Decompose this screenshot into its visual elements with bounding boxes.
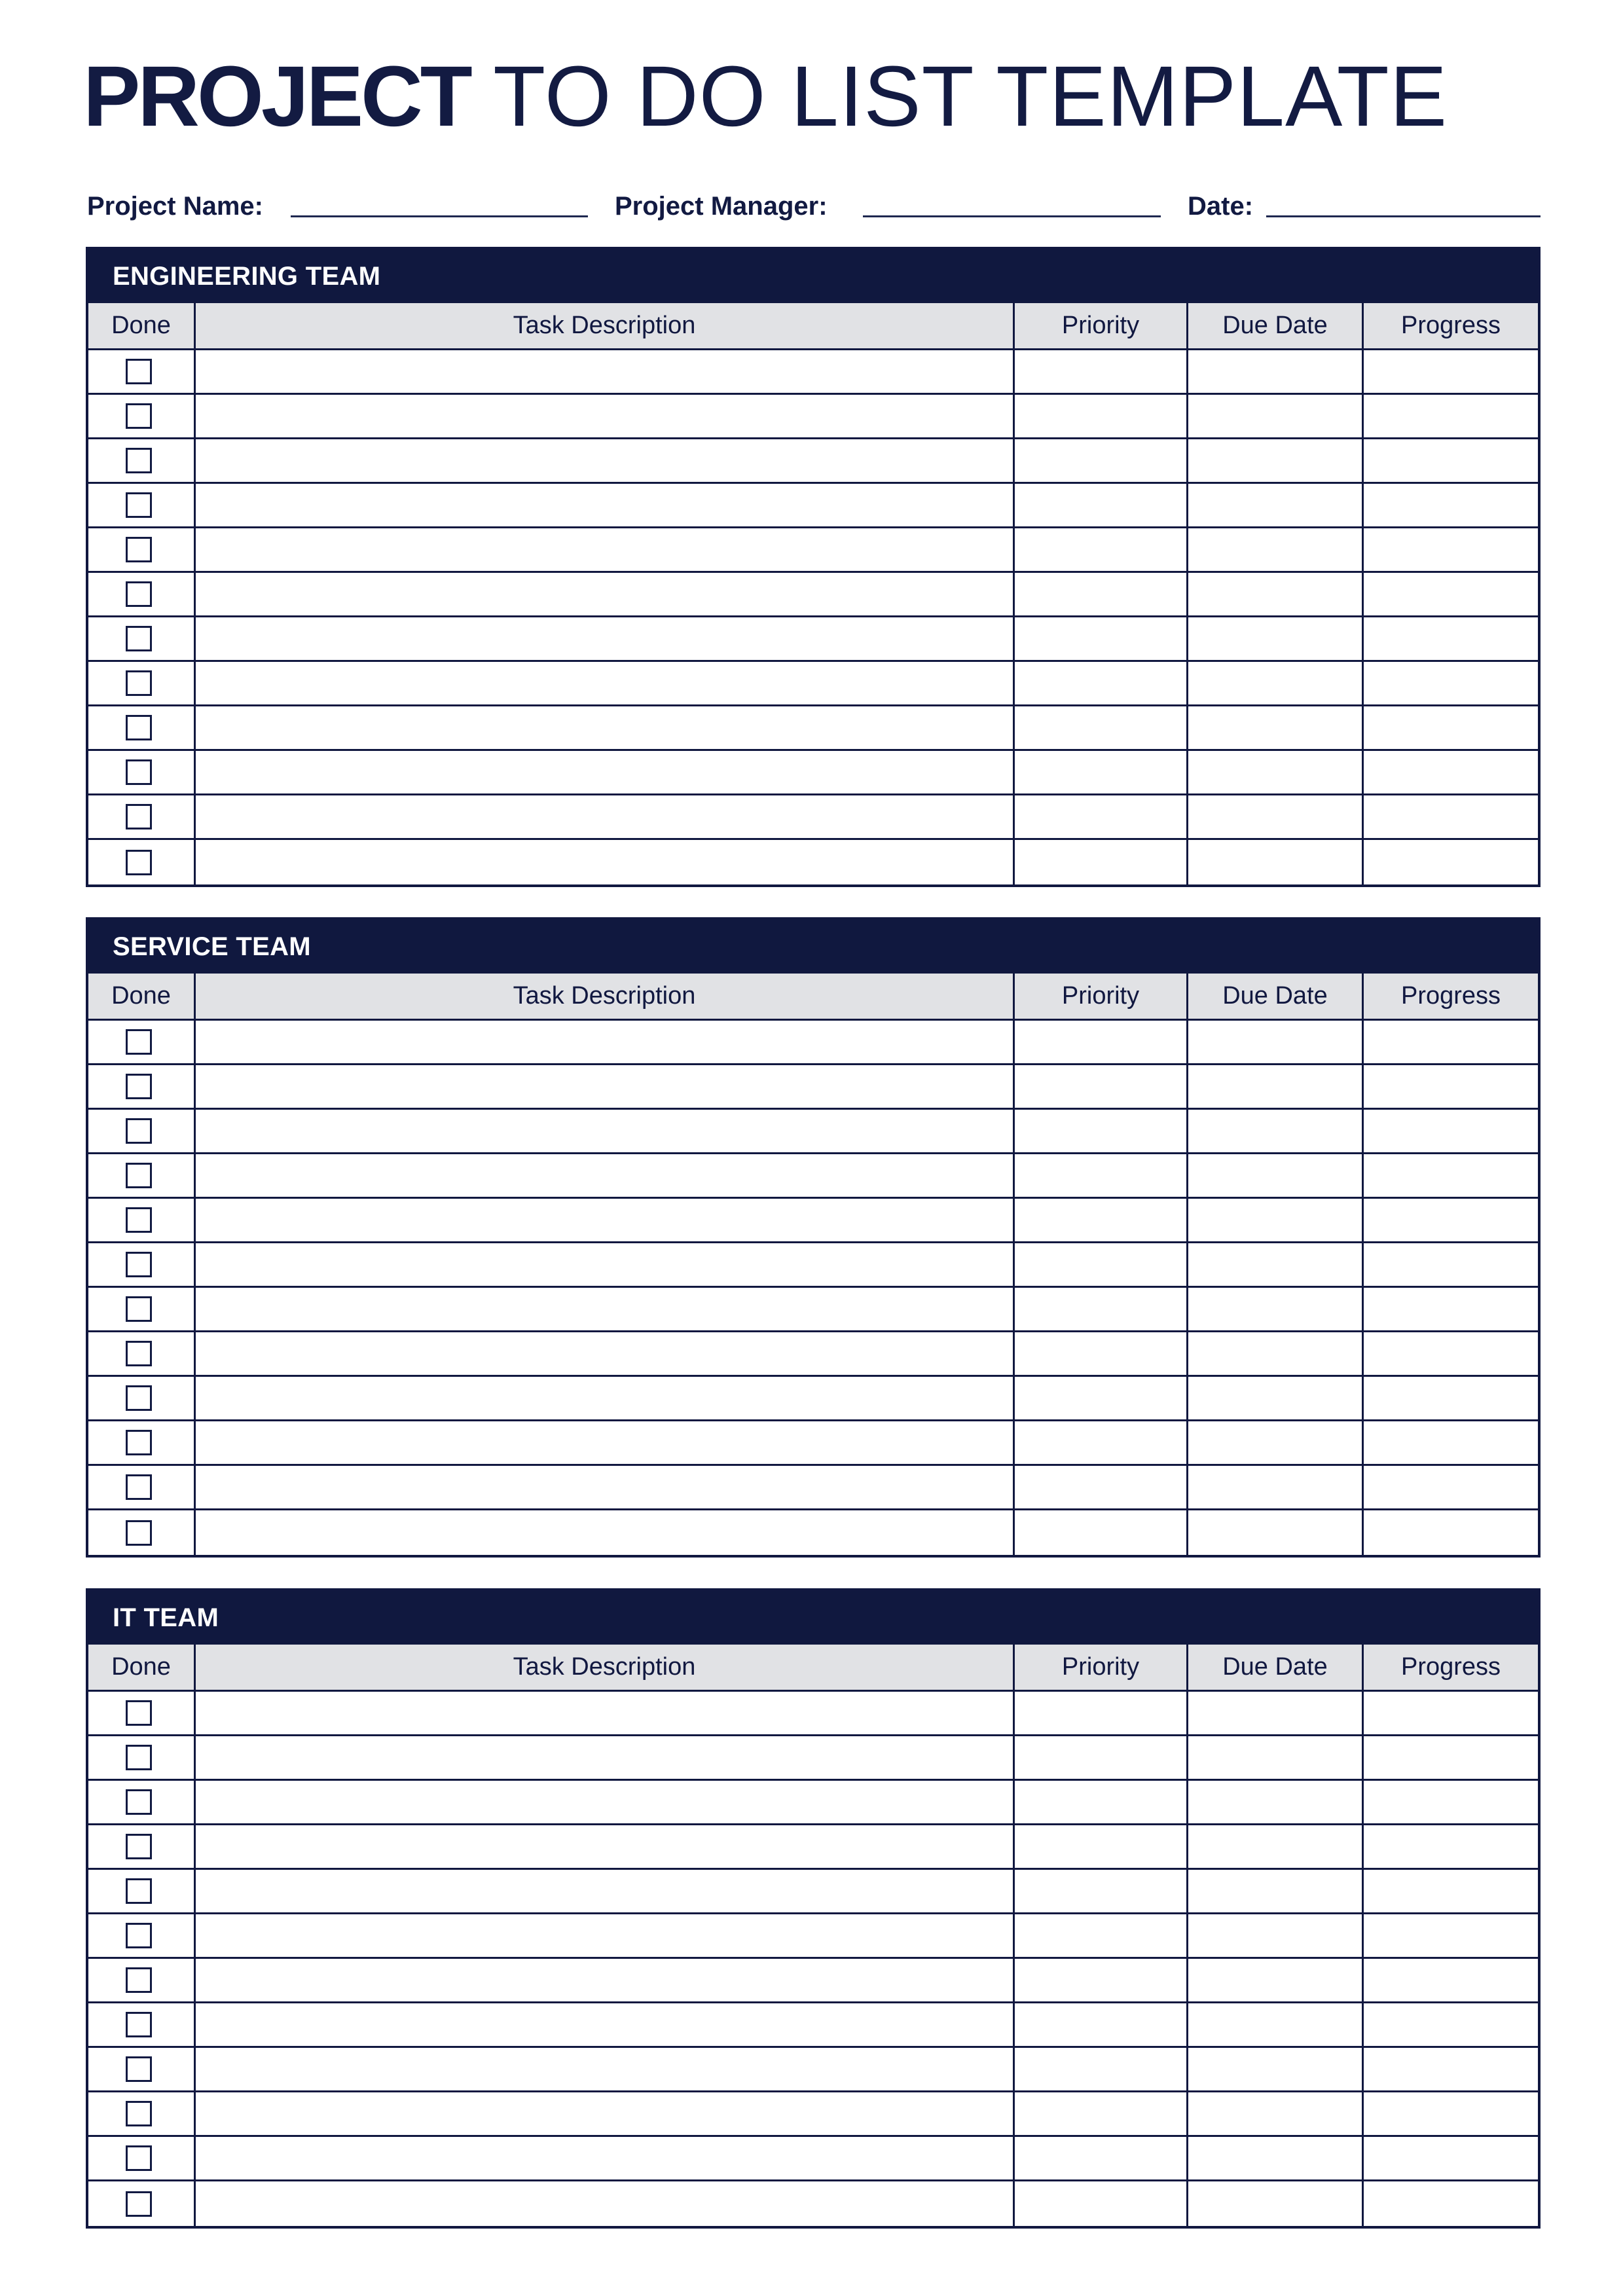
done-checkbox[interactable] bbox=[126, 804, 152, 829]
column-header-progress: Progress bbox=[1400, 982, 1501, 1010]
page-title-bold: PROJECT bbox=[83, 48, 470, 144]
column-header-due-date: Due Date bbox=[1188, 1645, 1364, 1690]
done-checkbox[interactable] bbox=[126, 1700, 152, 1726]
project-info-fields bbox=[0, 0, 1623, 236]
progress-cell[interactable] bbox=[1364, 1154, 1538, 1197]
done-checkbox[interactable] bbox=[126, 850, 152, 875]
done-cell bbox=[88, 528, 196, 571]
table-row bbox=[88, 2048, 1538, 2092]
priority-cell[interactable] bbox=[1015, 617, 1188, 660]
table-row bbox=[88, 662, 1538, 706]
task-description-cell[interactable] bbox=[196, 1332, 1015, 1375]
progress-cell[interactable] bbox=[1364, 2003, 1538, 2046]
task-description-cell[interactable] bbox=[196, 1825, 1015, 1868]
priority-cell[interactable] bbox=[1015, 484, 1188, 526]
priority-cell[interactable] bbox=[1015, 395, 1188, 437]
done-checkbox[interactable] bbox=[126, 1878, 152, 1904]
progress-cell[interactable] bbox=[1364, 1959, 1538, 2001]
done-cell bbox=[88, 1243, 196, 1286]
task-description-cell[interactable] bbox=[196, 1110, 1015, 1152]
column-header-priority: Priority bbox=[1015, 974, 1188, 1019]
table-row bbox=[88, 395, 1538, 439]
priority-cell[interactable] bbox=[1015, 1021, 1188, 1063]
priority-cell[interactable] bbox=[1015, 1692, 1188, 1734]
done-checkbox[interactable] bbox=[126, 581, 152, 607]
done-checkbox[interactable] bbox=[126, 1296, 152, 1322]
column-header-due-date: Due Date bbox=[1188, 974, 1364, 1019]
priority-cell[interactable] bbox=[1015, 2137, 1188, 2179]
task-description-cell[interactable] bbox=[196, 1781, 1015, 1823]
table-row bbox=[88, 1692, 1538, 1736]
due-date-cell[interactable] bbox=[1188, 439, 1364, 482]
table-row bbox=[88, 617, 1538, 662]
task-description-cell[interactable] bbox=[196, 1736, 1015, 1779]
task-description-cell[interactable] bbox=[196, 1421, 1015, 1464]
task-description-cell[interactable] bbox=[196, 573, 1015, 615]
due-date-cell[interactable] bbox=[1188, 1510, 1364, 1555]
done-checkbox[interactable] bbox=[126, 1029, 152, 1055]
priority-cell[interactable] bbox=[1015, 1065, 1188, 1108]
done-cell bbox=[88, 2003, 196, 2046]
priority-cell[interactable] bbox=[1015, 1421, 1188, 1464]
task-description-cell[interactable] bbox=[196, 2092, 1015, 2135]
table-row bbox=[88, 751, 1538, 795]
due-date-cell[interactable] bbox=[1188, 2181, 1364, 2226]
page-title-light: TO DO LIST TEMPLATE bbox=[493, 48, 1448, 144]
priority-cell[interactable] bbox=[1015, 751, 1188, 793]
column-header-done: Done bbox=[88, 303, 196, 348]
done-cell bbox=[88, 1332, 196, 1375]
due-date-cell[interactable] bbox=[1188, 484, 1364, 526]
task-description-cell[interactable] bbox=[196, 2181, 1015, 2226]
done-cell bbox=[88, 1421, 196, 1464]
progress-cell[interactable] bbox=[1364, 528, 1538, 571]
done-cell bbox=[88, 1199, 196, 1241]
project-manager-input[interactable] bbox=[863, 215, 1161, 217]
due-date-cell[interactable] bbox=[1188, 1243, 1364, 1286]
progress-cell[interactable] bbox=[1364, 1736, 1538, 1779]
column-header-done: Done bbox=[88, 1645, 196, 1690]
table-row bbox=[88, 1065, 1538, 1110]
table-row bbox=[88, 795, 1538, 840]
table-row bbox=[88, 573, 1538, 617]
done-cell bbox=[88, 439, 196, 482]
progress-cell[interactable] bbox=[1364, 1781, 1538, 1823]
table-row bbox=[88, 1154, 1538, 1199]
done-cell bbox=[88, 662, 196, 704]
project-manager-label: Project Manager: bbox=[615, 192, 828, 221]
table-row bbox=[88, 528, 1538, 573]
due-date-cell[interactable] bbox=[1188, 1332, 1364, 1375]
priority-cell[interactable] bbox=[1015, 1110, 1188, 1152]
progress-cell[interactable] bbox=[1364, 751, 1538, 793]
task-description-cell[interactable] bbox=[196, 1377, 1015, 1419]
column-header-task-description: Task Description bbox=[196, 974, 1015, 1019]
due-date-cell[interactable] bbox=[1188, 1288, 1364, 1330]
done-cell bbox=[88, 573, 196, 615]
progress-cell[interactable] bbox=[1364, 2048, 1538, 2090]
done-cell bbox=[88, 617, 196, 660]
priority-cell[interactable] bbox=[1015, 795, 1188, 838]
task-description-cell[interactable] bbox=[196, 795, 1015, 838]
due-date-cell[interactable] bbox=[1188, 1199, 1364, 1241]
due-date-cell[interactable] bbox=[1188, 1021, 1364, 1063]
due-date-cell[interactable] bbox=[1188, 350, 1364, 393]
task-description-cell[interactable] bbox=[196, 1466, 1015, 1508]
table-row bbox=[88, 2003, 1538, 2048]
done-cell bbox=[88, 1825, 196, 1868]
progress-cell[interactable] bbox=[1364, 1110, 1538, 1152]
team-table-service-team bbox=[86, 917, 1541, 1558]
table-row bbox=[88, 840, 1538, 884]
table-row bbox=[88, 706, 1538, 751]
column-header-task-description: Task Description bbox=[196, 1645, 1015, 1690]
table-row bbox=[88, 1288, 1538, 1332]
done-cell bbox=[88, 350, 196, 393]
progress-cell[interactable] bbox=[1364, 1692, 1538, 1734]
due-date-cell[interactable] bbox=[1188, 1781, 1364, 1823]
table-row bbox=[88, 1243, 1538, 1288]
done-checkbox[interactable] bbox=[126, 2145, 152, 2171]
done-cell bbox=[88, 1959, 196, 2001]
progress-cell[interactable] bbox=[1364, 1825, 1538, 1868]
done-checkbox[interactable] bbox=[126, 2191, 152, 2217]
priority-cell[interactable] bbox=[1015, 1870, 1188, 1912]
done-cell bbox=[88, 1065, 196, 1108]
done-cell bbox=[88, 1870, 196, 1912]
progress-cell[interactable] bbox=[1364, 1332, 1538, 1375]
table-row bbox=[88, 484, 1538, 528]
task-description-cell[interactable] bbox=[196, 1510, 1015, 1555]
priority-cell[interactable] bbox=[1015, 1781, 1188, 1823]
priority-cell[interactable] bbox=[1015, 439, 1188, 482]
progress-cell[interactable] bbox=[1364, 1243, 1538, 1286]
done-checkbox[interactable] bbox=[126, 1074, 152, 1099]
priority-cell[interactable] bbox=[1015, 1332, 1188, 1375]
done-cell bbox=[88, 1692, 196, 1734]
task-description-cell[interactable] bbox=[196, 1870, 1015, 1912]
progress-cell[interactable] bbox=[1364, 706, 1538, 749]
priority-cell[interactable] bbox=[1015, 1914, 1188, 1957]
priority-cell[interactable] bbox=[1015, 1959, 1188, 2001]
team-header-service-team: SERVICE TEAM bbox=[88, 920, 1538, 974]
table-row bbox=[88, 1510, 1538, 1555]
priority-cell[interactable] bbox=[1015, 1154, 1188, 1197]
progress-cell[interactable] bbox=[1364, 484, 1538, 526]
done-cell bbox=[88, 1154, 196, 1197]
task-description-cell[interactable] bbox=[196, 1021, 1015, 1063]
column-header-done: Done bbox=[88, 974, 196, 1019]
priority-cell[interactable] bbox=[1015, 840, 1188, 884]
done-checkbox[interactable] bbox=[126, 1745, 152, 1770]
priority-cell[interactable] bbox=[1015, 1510, 1188, 1555]
done-cell bbox=[88, 2048, 196, 2090]
table-row bbox=[88, 2137, 1538, 2181]
done-cell bbox=[88, 1110, 196, 1152]
done-checkbox[interactable] bbox=[126, 1252, 152, 1277]
progress-cell[interactable] bbox=[1364, 1065, 1538, 1108]
done-cell bbox=[88, 484, 196, 526]
task-description-cell[interactable] bbox=[196, 751, 1015, 793]
done-cell bbox=[88, 1736, 196, 1779]
done-checkbox[interactable] bbox=[126, 759, 152, 785]
done-cell bbox=[88, 706, 196, 749]
progress-cell[interactable] bbox=[1364, 350, 1538, 393]
team-header-engineering-team: ENGINEERING TEAM bbox=[88, 249, 1538, 303]
progress-cell[interactable] bbox=[1364, 1377, 1538, 1419]
priority-cell[interactable] bbox=[1015, 1825, 1188, 1868]
due-date-cell[interactable] bbox=[1188, 528, 1364, 571]
done-cell bbox=[88, 2137, 196, 2179]
task-description-cell[interactable] bbox=[196, 1154, 1015, 1197]
progress-cell[interactable] bbox=[1364, 395, 1538, 437]
progress-cell[interactable] bbox=[1364, 1466, 1538, 1508]
task-description-cell[interactable] bbox=[196, 840, 1015, 884]
due-date-cell[interactable] bbox=[1188, 2003, 1364, 2046]
table-row bbox=[88, 1736, 1538, 1781]
priority-cell[interactable] bbox=[1015, 2092, 1188, 2135]
done-cell bbox=[88, 751, 196, 793]
table-row bbox=[88, 439, 1538, 484]
table-row bbox=[88, 1332, 1538, 1377]
task-description-cell[interactable] bbox=[196, 1288, 1015, 1330]
progress-cell[interactable] bbox=[1364, 1199, 1538, 1241]
table-row bbox=[88, 1199, 1538, 1243]
progress-cell[interactable] bbox=[1364, 2092, 1538, 2135]
priority-cell[interactable] bbox=[1015, 1199, 1188, 1241]
project-name-input[interactable] bbox=[291, 215, 588, 217]
due-date-cell[interactable] bbox=[1188, 1421, 1364, 1464]
done-checkbox[interactable] bbox=[126, 1207, 152, 1233]
task-description-cell[interactable] bbox=[196, 1914, 1015, 1957]
table-row bbox=[88, 1959, 1538, 2003]
task-description-cell[interactable] bbox=[196, 484, 1015, 526]
date-label: Date: bbox=[1188, 192, 1254, 221]
progress-cell[interactable] bbox=[1364, 617, 1538, 660]
progress-cell[interactable] bbox=[1364, 840, 1538, 884]
progress-cell[interactable] bbox=[1364, 795, 1538, 838]
done-checkbox[interactable] bbox=[126, 2012, 152, 2037]
done-checkbox[interactable] bbox=[126, 1474, 152, 1500]
due-date-cell[interactable] bbox=[1188, 573, 1364, 615]
column-header-priority: Priority bbox=[1015, 303, 1188, 348]
team-table-engineering-team bbox=[86, 247, 1541, 887]
done-cell bbox=[88, 395, 196, 437]
task-description-cell[interactable] bbox=[196, 350, 1015, 393]
progress-cell[interactable] bbox=[1364, 1288, 1538, 1330]
team-header-it-team: IT TEAM bbox=[88, 1591, 1538, 1645]
task-description-cell[interactable] bbox=[196, 662, 1015, 704]
progress-cell[interactable] bbox=[1364, 1870, 1538, 1912]
done-cell bbox=[88, 795, 196, 838]
done-checkbox[interactable] bbox=[126, 403, 152, 429]
table-row bbox=[88, 1421, 1538, 1466]
done-checkbox[interactable] bbox=[126, 359, 152, 384]
due-date-cell[interactable] bbox=[1188, 1736, 1364, 1779]
progress-cell[interactable] bbox=[1364, 1914, 1538, 1957]
due-date-cell[interactable] bbox=[1188, 1154, 1364, 1197]
progress-cell[interactable] bbox=[1364, 2181, 1538, 2226]
due-date-cell[interactable] bbox=[1188, 1959, 1364, 2001]
priority-cell[interactable] bbox=[1015, 350, 1188, 393]
done-checkbox[interactable] bbox=[126, 1520, 152, 1546]
done-checkbox[interactable] bbox=[126, 1789, 152, 1815]
task-description-cell[interactable] bbox=[196, 1959, 1015, 2001]
done-cell bbox=[88, 840, 196, 884]
table-row bbox=[88, 1110, 1538, 1154]
task-description-cell[interactable] bbox=[196, 1199, 1015, 1241]
priority-cell[interactable] bbox=[1015, 662, 1188, 704]
due-date-cell[interactable] bbox=[1188, 1914, 1364, 1957]
done-cell bbox=[88, 2181, 196, 2226]
progress-cell[interactable] bbox=[1364, 439, 1538, 482]
done-checkbox[interactable] bbox=[126, 537, 152, 562]
priority-cell[interactable] bbox=[1015, 1288, 1188, 1330]
task-description-cell[interactable] bbox=[196, 2048, 1015, 2090]
priority-cell[interactable] bbox=[1015, 2048, 1188, 2090]
task-description-cell[interactable] bbox=[196, 2003, 1015, 2046]
done-cell bbox=[88, 1781, 196, 1823]
due-date-cell[interactable] bbox=[1188, 840, 1364, 884]
due-date-cell[interactable] bbox=[1188, 795, 1364, 838]
done-checkbox[interactable] bbox=[126, 626, 152, 651]
done-cell bbox=[88, 1510, 196, 1555]
done-checkbox[interactable] bbox=[126, 1163, 152, 1188]
done-checkbox[interactable] bbox=[126, 1341, 152, 1366]
due-date-cell[interactable] bbox=[1188, 1110, 1364, 1152]
due-date-cell[interactable] bbox=[1188, 1825, 1364, 1868]
done-checkbox[interactable] bbox=[126, 2056, 152, 2082]
done-cell bbox=[88, 1021, 196, 1063]
done-checkbox[interactable] bbox=[126, 670, 152, 696]
priority-cell[interactable] bbox=[1015, 528, 1188, 571]
table-row bbox=[88, 350, 1538, 395]
done-cell bbox=[88, 2092, 196, 2135]
task-rows bbox=[88, 1021, 1538, 1555]
priority-cell[interactable] bbox=[1015, 706, 1188, 749]
task-description-cell[interactable] bbox=[196, 2137, 1015, 2179]
task-description-cell[interactable] bbox=[196, 1065, 1015, 1108]
done-checkbox[interactable] bbox=[126, 715, 152, 740]
done-checkbox[interactable] bbox=[126, 1430, 152, 1455]
column-header-row bbox=[88, 974, 1538, 1021]
done-checkbox[interactable] bbox=[126, 492, 152, 518]
priority-cell[interactable] bbox=[1015, 1466, 1188, 1508]
done-checkbox[interactable] bbox=[126, 1834, 152, 1859]
priority-cell[interactable] bbox=[1015, 573, 1188, 615]
table-row bbox=[88, 1377, 1538, 1421]
due-date-cell[interactable] bbox=[1188, 1065, 1364, 1108]
progress-cell[interactable] bbox=[1364, 573, 1538, 615]
table-row bbox=[88, 1870, 1538, 1914]
due-date-cell[interactable] bbox=[1188, 395, 1364, 437]
due-date-cell[interactable] bbox=[1188, 662, 1364, 704]
task-rows bbox=[88, 350, 1538, 884]
progress-cell[interactable] bbox=[1364, 2137, 1538, 2179]
task-description-cell[interactable] bbox=[196, 1692, 1015, 1734]
due-date-cell[interactable] bbox=[1188, 617, 1364, 660]
due-date-cell[interactable] bbox=[1188, 1377, 1364, 1419]
table-row bbox=[88, 1781, 1538, 1825]
priority-cell[interactable] bbox=[1015, 2003, 1188, 2046]
done-checkbox[interactable] bbox=[126, 1385, 152, 1411]
column-header-due-date: Due Date bbox=[1188, 303, 1364, 348]
task-description-cell[interactable] bbox=[196, 706, 1015, 749]
task-description-cell[interactable] bbox=[196, 617, 1015, 660]
done-cell bbox=[88, 1377, 196, 1419]
due-date-cell[interactable] bbox=[1188, 1466, 1364, 1508]
date-input[interactable] bbox=[1266, 215, 1541, 217]
due-date-cell[interactable] bbox=[1188, 1870, 1364, 1912]
table-row bbox=[88, 2092, 1538, 2137]
project-name-label: Project Name: bbox=[87, 192, 263, 221]
column-header-progress: Progress bbox=[1400, 1653, 1501, 1681]
progress-cell[interactable] bbox=[1364, 1421, 1538, 1464]
task-description-cell[interactable] bbox=[196, 528, 1015, 571]
priority-cell[interactable] bbox=[1015, 1736, 1188, 1779]
table-row bbox=[88, 1914, 1538, 1959]
priority-cell[interactable] bbox=[1015, 1377, 1188, 1419]
table-row bbox=[88, 1466, 1538, 1510]
column-header-row bbox=[88, 303, 1538, 350]
done-checkbox[interactable] bbox=[126, 1967, 152, 1993]
column-header-row bbox=[88, 1645, 1538, 1692]
progress-cell[interactable] bbox=[1364, 1021, 1538, 1063]
progress-cell[interactable] bbox=[1364, 1510, 1538, 1555]
table-row bbox=[88, 1021, 1538, 1065]
due-date-cell[interactable] bbox=[1188, 2092, 1364, 2135]
done-checkbox[interactable] bbox=[126, 2101, 152, 2126]
column-header-priority: Priority bbox=[1015, 1645, 1188, 1690]
table-row bbox=[88, 1825, 1538, 1870]
task-rows bbox=[88, 1692, 1538, 2226]
column-header-task-description: Task Description bbox=[196, 303, 1015, 348]
table-row bbox=[88, 2181, 1538, 2226]
done-checkbox[interactable] bbox=[126, 1923, 152, 1948]
due-date-cell[interactable] bbox=[1188, 2137, 1364, 2179]
progress-cell[interactable] bbox=[1364, 662, 1538, 704]
team-table-it-team bbox=[86, 1588, 1541, 2229]
task-description-cell[interactable] bbox=[196, 439, 1015, 482]
due-date-cell[interactable] bbox=[1188, 2048, 1364, 2090]
done-checkbox[interactable] bbox=[126, 1118, 152, 1144]
done-cell bbox=[88, 1914, 196, 1957]
task-description-cell[interactable] bbox=[196, 1243, 1015, 1286]
priority-cell[interactable] bbox=[1015, 2181, 1188, 2226]
done-cell bbox=[88, 1466, 196, 1508]
column-header-progress: Progress bbox=[1400, 312, 1501, 339]
due-date-cell[interactable] bbox=[1188, 706, 1364, 749]
due-date-cell[interactable] bbox=[1188, 1692, 1364, 1734]
priority-cell[interactable] bbox=[1015, 1243, 1188, 1286]
done-checkbox[interactable] bbox=[126, 448, 152, 473]
done-cell bbox=[88, 1288, 196, 1330]
due-date-cell[interactable] bbox=[1188, 751, 1364, 793]
task-description-cell[interactable] bbox=[196, 395, 1015, 437]
